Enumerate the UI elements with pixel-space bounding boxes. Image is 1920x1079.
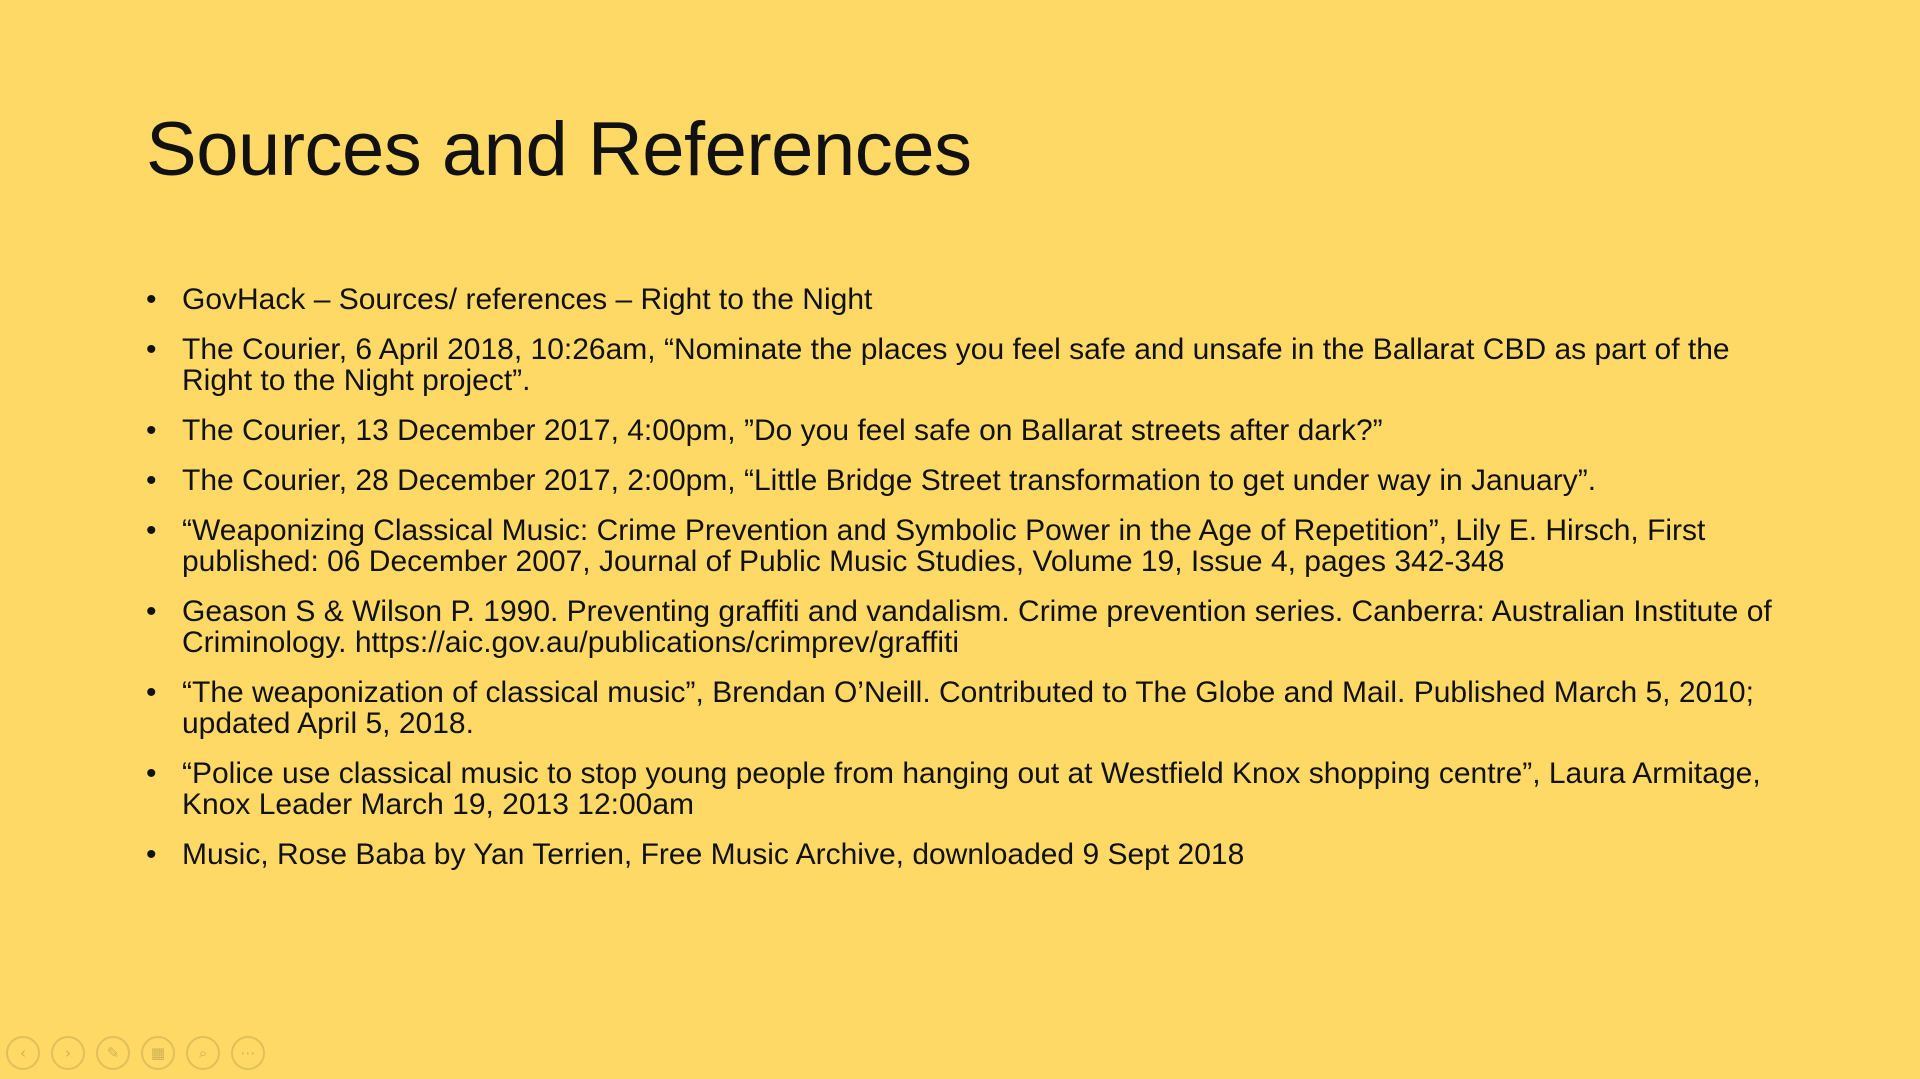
reference-text: GovHack – Sources/ references – Right to the Night bbox=[182, 283, 873, 316]
grid-icon: ▦ bbox=[150, 1043, 166, 1062]
bullet-icon: • bbox=[146, 414, 157, 447]
reference-item bbox=[146, 758, 1786, 820]
magnifier-icon: ⌕ bbox=[198, 1043, 208, 1062]
reference-item bbox=[146, 677, 1786, 739]
chevron-right-icon: › bbox=[65, 1043, 71, 1062]
reference-text: “The weaponization of classical music”, Brendan O’Neill. Contributed to The Globe and Mail. Published March 5, 2010; updated April 5, 2018. bbox=[182, 676, 1754, 740]
reference-text: Music, Rose Baba by Yan Terrien, Free Music Archive, downloaded 9 Sept 2018 bbox=[182, 838, 1245, 871]
pen-tool-button[interactable] bbox=[96, 1036, 130, 1070]
bullet-icon: • bbox=[146, 757, 157, 790]
chevron-left-icon: ‹ bbox=[20, 1043, 26, 1062]
zoom-button[interactable] bbox=[186, 1036, 220, 1070]
pen-icon: ✎ bbox=[106, 1043, 120, 1062]
more-options-button[interactable] bbox=[231, 1036, 265, 1070]
more-icon: ⋯ bbox=[240, 1043, 256, 1062]
bullet-icon: • bbox=[146, 464, 157, 497]
reference-text: The Courier, 28 December 2017, 2:00pm, “Little Bridge Street transformation to get under way in January”. bbox=[182, 464, 1597, 497]
bullet-icon: • bbox=[146, 283, 157, 316]
reference-text: “Police use classical music to stop young people from hanging out at Westfield Knox shopping centre”, Laura Armitage, Knox Leader March 19, 2013 12:00am bbox=[182, 757, 1761, 821]
reference-text: The Courier, 6 April 2018, 10:26am, “Nominate the places you feel safe and unsafe in the Ballarat CBD as part of the Right to the Night project”. bbox=[182, 333, 1730, 397]
references-list bbox=[146, 284, 1786, 889]
bullet-icon: • bbox=[146, 676, 157, 709]
reference-item bbox=[146, 284, 1786, 315]
reference-text: “Weaponizing Classical Music: Crime Prevention and Symbolic Power in the Age of Repetition”, Lily E. Hirsch, First published: 06 December 2007, Journal of Public Music Studies, Volume 19, Issue 4, pages 342-348 bbox=[182, 514, 1706, 578]
slideshow-toolbar bbox=[6, 1036, 265, 1070]
reference-text: The Courier, 13 December 2017, 4:00pm, ”Do you feel safe on Ballarat streets after dark?” bbox=[182, 414, 1383, 447]
reference-text: Geason S & Wilson P. 1990. Preventing graffiti and vandalism. Crime prevention series. Canberra: Australian Institute of Criminology. https://aic.gov.au/publications/crimprev/graffiti bbox=[182, 595, 1772, 659]
see-all-slides-button[interactable] bbox=[141, 1036, 175, 1070]
bullet-icon: • bbox=[146, 595, 157, 628]
reference-item bbox=[146, 415, 1786, 446]
reference-item bbox=[146, 334, 1786, 396]
reference-item bbox=[146, 596, 1786, 658]
bullet-icon: • bbox=[146, 514, 157, 547]
bullet-icon: • bbox=[146, 838, 157, 871]
reference-item bbox=[146, 515, 1786, 577]
next-slide-button[interactable] bbox=[51, 1036, 85, 1070]
reference-item bbox=[146, 465, 1786, 496]
slide-title: Sources and References bbox=[146, 107, 972, 192]
bullet-icon: • bbox=[146, 333, 157, 366]
reference-item bbox=[146, 839, 1786, 870]
previous-slide-button[interactable] bbox=[6, 1036, 40, 1070]
